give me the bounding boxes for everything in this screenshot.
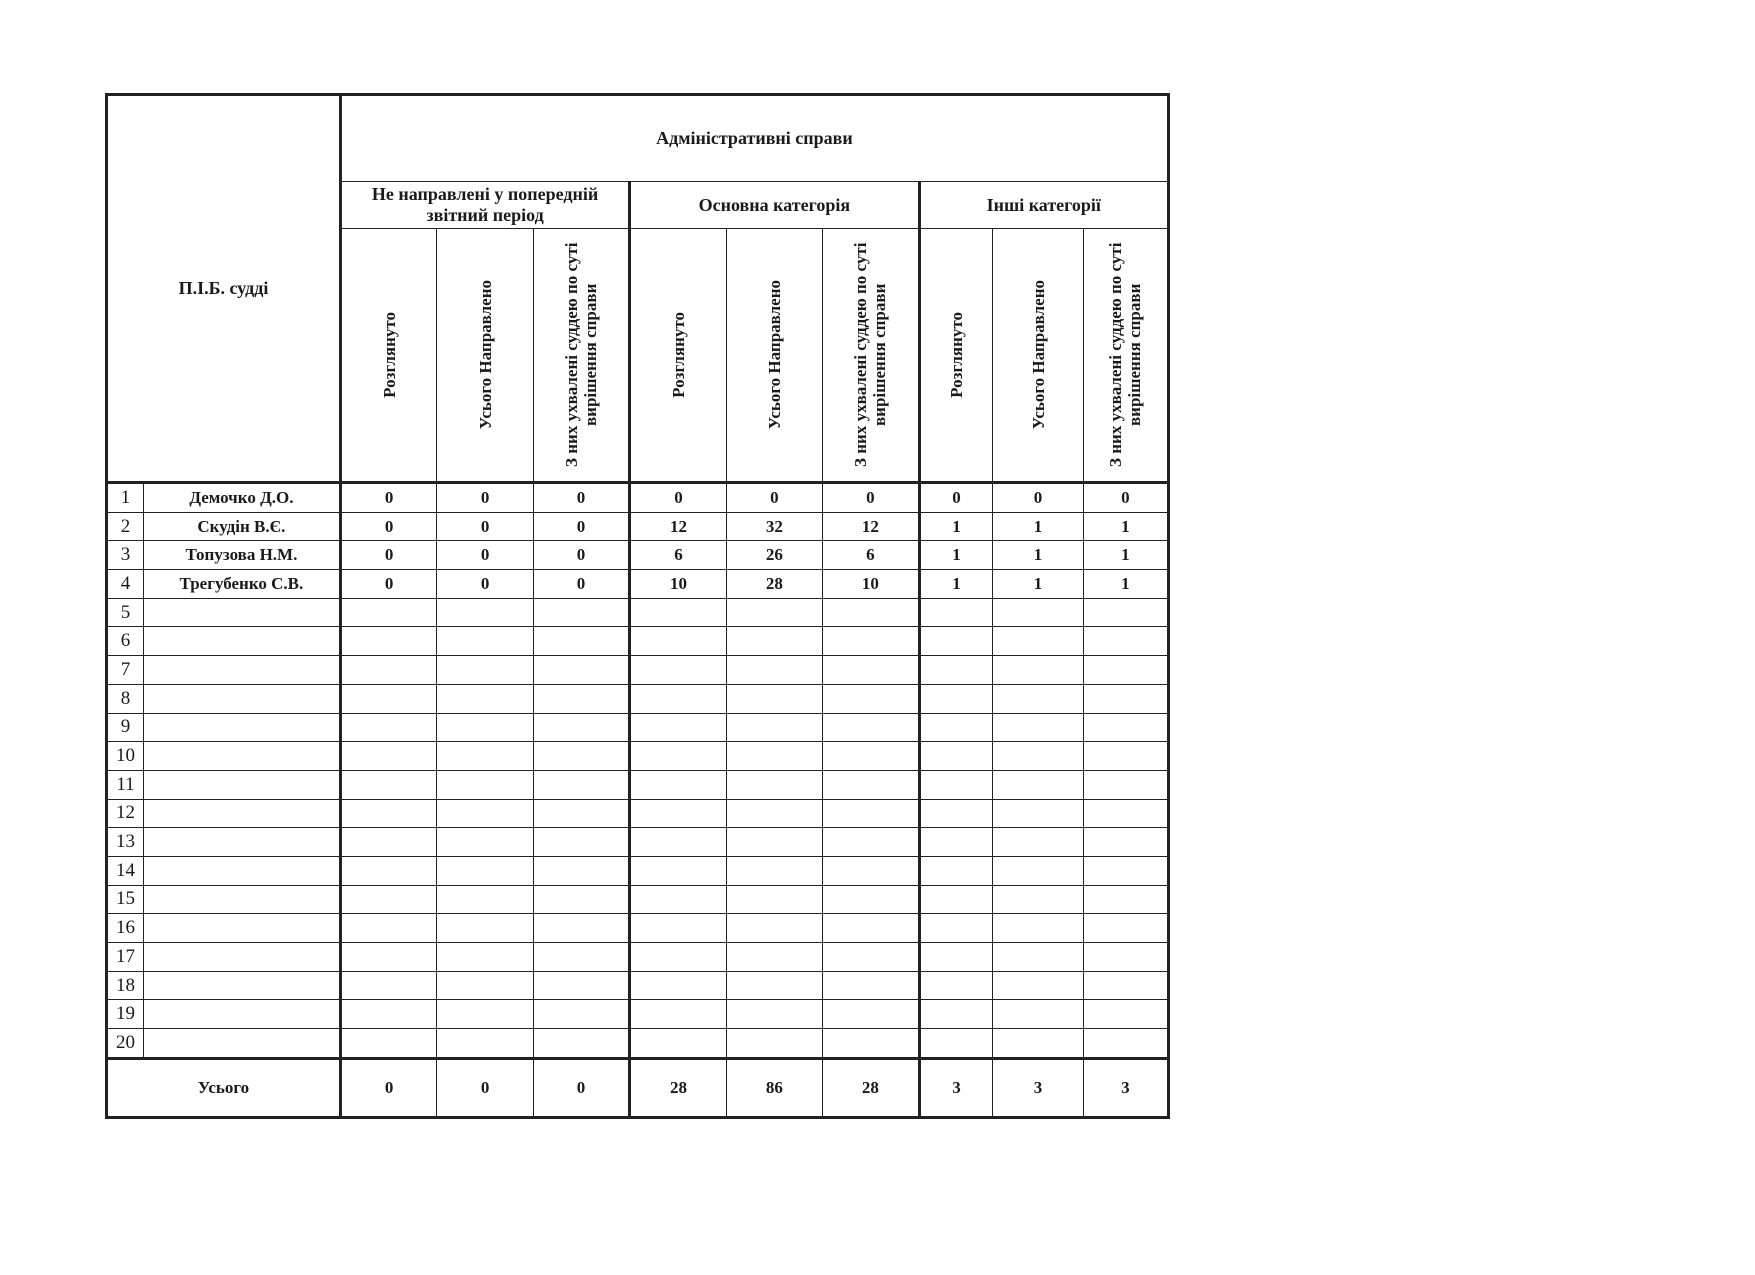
judge-name (143, 713, 340, 742)
value-cell (919, 713, 993, 742)
value-cell (437, 885, 533, 914)
value-cell (533, 1029, 629, 1059)
total-value: 28 (630, 1058, 726, 1117)
value-cell (823, 971, 919, 1000)
value-cell (726, 713, 822, 742)
row-number: 16 (107, 914, 144, 943)
value-cell (1083, 770, 1168, 799)
value-cell (726, 598, 822, 627)
table-row (107, 799, 1169, 828)
row-number: 10 (107, 742, 144, 771)
value-cell (919, 598, 993, 627)
row-number: 13 (107, 828, 144, 857)
table-row (107, 770, 1169, 799)
value-cell (437, 828, 533, 857)
value-cell: 0 (726, 483, 822, 513)
value-cell: 0 (437, 512, 533, 541)
value-cell (993, 684, 1083, 713)
value-cell (919, 770, 993, 799)
value-cell (630, 1029, 726, 1059)
row-number: 4 (107, 570, 144, 599)
value-cell (726, 799, 822, 828)
value-cell (919, 742, 993, 771)
table-row (107, 627, 1169, 656)
value-cell: 0 (437, 483, 533, 513)
value-cell (630, 828, 726, 857)
subcolumn-label: Усього Направлено (764, 280, 784, 430)
value-cell (340, 684, 436, 713)
value-cell (823, 943, 919, 972)
value-cell (340, 1000, 436, 1029)
subcolumn-header (823, 229, 919, 483)
value-cell (630, 856, 726, 885)
total-value: 3 (919, 1058, 993, 1117)
row-number: 9 (107, 713, 144, 742)
subcolumn-label: Розглянуто (379, 312, 399, 398)
value-cell (823, 684, 919, 713)
value-cell (993, 627, 1083, 656)
judge-name (143, 627, 340, 656)
table-row (107, 943, 1169, 972)
subcolumn-header (533, 229, 629, 483)
value-cell (919, 856, 993, 885)
value-cell (437, 1000, 533, 1029)
value-cell (726, 885, 822, 914)
value-cell (726, 1029, 822, 1059)
value-cell (726, 656, 822, 685)
subcolumn-label: З них ухвалені суддею по суті вирішення справи (562, 242, 600, 468)
table-row (107, 512, 1169, 541)
value-cell: 10 (823, 570, 919, 599)
value-cell: 1 (993, 570, 1083, 599)
value-cell (630, 943, 726, 972)
value-cell (533, 770, 629, 799)
value-cell (630, 885, 726, 914)
row-number: 20 (107, 1029, 144, 1059)
judge-name (143, 656, 340, 685)
value-cell (340, 971, 436, 1000)
value-cell (630, 627, 726, 656)
value-cell (533, 1000, 629, 1029)
value-cell (437, 627, 533, 656)
value-cell (726, 943, 822, 972)
value-cell (993, 943, 1083, 972)
value-cell (919, 885, 993, 914)
value-cell: 0 (919, 483, 993, 513)
value-cell: 26 (726, 541, 822, 570)
value-cell (726, 971, 822, 1000)
subcolumn-header (1083, 229, 1168, 483)
value-cell (993, 856, 1083, 885)
subcolumn-header (993, 229, 1083, 483)
judge-name (143, 828, 340, 857)
value-cell (630, 799, 726, 828)
judge-name (143, 971, 340, 1000)
row-number: 12 (107, 799, 144, 828)
value-cell (823, 713, 919, 742)
value-cell (437, 799, 533, 828)
value-cell (1083, 598, 1168, 627)
value-cell (630, 742, 726, 771)
value-cell (823, 799, 919, 828)
table-row (107, 742, 1169, 771)
value-cell (533, 885, 629, 914)
table-row (107, 828, 1169, 857)
row-number: 11 (107, 770, 144, 799)
value-cell (993, 1029, 1083, 1059)
total-value: 28 (823, 1058, 919, 1117)
value-cell (726, 828, 822, 857)
group-header: Не направлені у попередній звітний період (340, 182, 629, 229)
value-cell (533, 713, 629, 742)
value-cell (533, 856, 629, 885)
row-number: 5 (107, 598, 144, 627)
total-label: Усього (107, 1058, 341, 1117)
value-cell: 12 (823, 512, 919, 541)
value-cell (533, 828, 629, 857)
value-cell (726, 1000, 822, 1029)
value-cell (726, 742, 822, 771)
value-cell (919, 627, 993, 656)
value-cell (340, 799, 436, 828)
value-cell (630, 684, 726, 713)
value-cell: 0 (533, 570, 629, 599)
value-cell (533, 627, 629, 656)
value-cell (823, 828, 919, 857)
judge-name (143, 1000, 340, 1029)
value-cell (630, 598, 726, 627)
value-cell (437, 598, 533, 627)
judge-name-header: П.І.Б. судді (107, 95, 341, 483)
value-cell (533, 684, 629, 713)
value-cell (437, 1029, 533, 1059)
value-cell (1083, 885, 1168, 914)
value-cell (726, 627, 822, 656)
value-cell (340, 656, 436, 685)
value-cell (340, 1029, 436, 1059)
row-number: 17 (107, 943, 144, 972)
subcolumn-label: З них ухвалені суддею по суті вирішення справи (1106, 242, 1145, 468)
value-cell: 32 (726, 512, 822, 541)
value-cell (437, 914, 533, 943)
total-value: 0 (533, 1058, 629, 1117)
value-cell: 0 (993, 483, 1083, 513)
judge-name (143, 914, 340, 943)
value-cell: 0 (340, 512, 436, 541)
total-value: 3 (993, 1058, 1083, 1117)
value-cell: 28 (726, 570, 822, 599)
table-row (107, 1029, 1169, 1059)
value-cell (340, 943, 436, 972)
value-cell (1083, 943, 1168, 972)
row-number: 3 (107, 541, 144, 570)
value-cell (630, 713, 726, 742)
judge-name (143, 885, 340, 914)
judge-name (143, 943, 340, 972)
value-cell: 0 (533, 512, 629, 541)
subcolumn-label: З них ухвалені суддею по суті вирішення справи (851, 242, 890, 468)
value-cell (340, 770, 436, 799)
value-cell (1083, 1000, 1168, 1029)
judge-name (143, 799, 340, 828)
value-cell (340, 713, 436, 742)
row-number: 1 (107, 483, 144, 513)
value-cell (726, 856, 822, 885)
value-cell: 1 (919, 512, 993, 541)
value-cell: 0 (533, 483, 629, 513)
value-cell (919, 971, 993, 1000)
value-cell (533, 971, 629, 1000)
value-cell (993, 799, 1083, 828)
total-value: 86 (726, 1058, 822, 1117)
value-cell (823, 627, 919, 656)
value-cell: 0 (437, 570, 533, 599)
value-cell (919, 684, 993, 713)
value-cell (437, 943, 533, 972)
subcolumn-header (437, 229, 533, 483)
value-cell (340, 627, 436, 656)
value-cell: 0 (823, 483, 919, 513)
value-cell (823, 1000, 919, 1029)
judges-cases-table (105, 93, 1170, 1119)
table-row (107, 713, 1169, 742)
value-cell (630, 914, 726, 943)
judge-name: Демочко Д.О. (143, 483, 340, 513)
value-cell (993, 770, 1083, 799)
group-header: Основна категорія (630, 182, 919, 229)
value-cell (1083, 684, 1168, 713)
value-cell (630, 770, 726, 799)
value-cell (340, 856, 436, 885)
value-cell (340, 742, 436, 771)
row-number: 2 (107, 512, 144, 541)
value-cell (340, 598, 436, 627)
table-row (107, 971, 1169, 1000)
value-cell (726, 914, 822, 943)
table-row (107, 483, 1169, 513)
value-cell (1083, 914, 1168, 943)
value-cell (437, 656, 533, 685)
value-cell (1083, 627, 1168, 656)
value-cell (919, 656, 993, 685)
value-cell (919, 1000, 993, 1029)
judge-name (143, 770, 340, 799)
judge-name (143, 598, 340, 627)
judge-name (143, 856, 340, 885)
value-cell: 0 (630, 483, 726, 513)
value-cell (823, 656, 919, 685)
subcolumn-label: Усього Направлено (475, 280, 495, 430)
judge-name: Трегубенко С.В. (143, 570, 340, 599)
judge-name: Топузова Н.М. (143, 541, 340, 570)
subcolumn-label: Усього Направлено (1028, 280, 1048, 430)
value-cell (993, 742, 1083, 771)
value-cell (1083, 1029, 1168, 1059)
value-cell (1083, 713, 1168, 742)
value-cell (533, 598, 629, 627)
value-cell (993, 828, 1083, 857)
value-cell (533, 943, 629, 972)
subcolumn-label: Розглянуто (946, 312, 966, 398)
table-row (107, 598, 1169, 627)
value-cell (340, 914, 436, 943)
value-cell (1083, 971, 1168, 1000)
value-cell (437, 684, 533, 713)
value-cell (630, 1000, 726, 1029)
value-cell (630, 971, 726, 1000)
judge-name: Скудін В.Є. (143, 512, 340, 541)
table-row (107, 885, 1169, 914)
value-cell (437, 713, 533, 742)
value-cell (823, 885, 919, 914)
row-number: 8 (107, 684, 144, 713)
total-row (107, 1058, 1169, 1117)
statistics-sheet (105, 93, 1170, 1119)
judge-name (143, 742, 340, 771)
value-cell (1083, 799, 1168, 828)
value-cell (993, 656, 1083, 685)
value-cell (919, 1029, 993, 1059)
value-cell (993, 885, 1083, 914)
value-cell: 1 (919, 570, 993, 599)
value-cell (726, 684, 822, 713)
value-cell: 0 (1083, 483, 1168, 513)
value-cell (823, 598, 919, 627)
value-cell: 6 (823, 541, 919, 570)
value-cell: 10 (630, 570, 726, 599)
value-cell (919, 943, 993, 972)
subcolumn-header (726, 229, 822, 483)
row-number: 19 (107, 1000, 144, 1029)
value-cell (533, 799, 629, 828)
value-cell (1083, 828, 1168, 857)
table-row (107, 684, 1169, 713)
table-row (107, 656, 1169, 685)
value-cell (1083, 656, 1168, 685)
value-cell: 0 (340, 483, 436, 513)
judge-name (143, 684, 340, 713)
row-number: 15 (107, 885, 144, 914)
value-cell: 1 (993, 541, 1083, 570)
value-cell: 1 (1083, 541, 1168, 570)
value-cell (437, 856, 533, 885)
value-cell (993, 598, 1083, 627)
value-cell (437, 770, 533, 799)
value-cell (726, 770, 822, 799)
group-header: Інші категорії (919, 182, 1168, 229)
value-cell (993, 914, 1083, 943)
subcolumn-label: Розглянуто (668, 312, 688, 398)
value-cell: 1 (1083, 570, 1168, 599)
value-cell (340, 885, 436, 914)
value-cell: 1 (993, 512, 1083, 541)
judge-name (143, 1029, 340, 1059)
value-cell (533, 656, 629, 685)
value-cell (823, 1029, 919, 1059)
value-cell: 1 (919, 541, 993, 570)
value-cell: 1 (1083, 512, 1168, 541)
value-cell (1083, 742, 1168, 771)
table-row (107, 541, 1169, 570)
total-value: 3 (1083, 1058, 1168, 1117)
row-number: 7 (107, 656, 144, 685)
value-cell (437, 742, 533, 771)
value-cell (630, 656, 726, 685)
subcolumn-header (630, 229, 726, 483)
value-cell: 0 (533, 541, 629, 570)
value-cell (919, 828, 993, 857)
total-value: 0 (340, 1058, 436, 1117)
value-cell (533, 742, 629, 771)
table-row (107, 914, 1169, 943)
value-cell (437, 971, 533, 1000)
subcolumn-header (340, 229, 436, 483)
value-cell: 0 (340, 541, 436, 570)
row-number: 6 (107, 627, 144, 656)
subcolumn-header (919, 229, 993, 483)
value-cell (823, 770, 919, 799)
table-row (107, 856, 1169, 885)
table-row (107, 570, 1169, 599)
value-cell (823, 856, 919, 885)
value-cell (340, 828, 436, 857)
value-cell (993, 1000, 1083, 1029)
value-cell (823, 742, 919, 771)
value-cell: 6 (630, 541, 726, 570)
value-cell (533, 914, 629, 943)
value-cell: 12 (630, 512, 726, 541)
value-cell (993, 713, 1083, 742)
row-number: 18 (107, 971, 144, 1000)
value-cell: 0 (437, 541, 533, 570)
total-value: 0 (437, 1058, 533, 1117)
table-row (107, 1000, 1169, 1029)
row-number: 14 (107, 856, 144, 885)
value-cell (919, 914, 993, 943)
main-header: Адміністративні справи (340, 95, 1168, 182)
value-cell (919, 799, 993, 828)
value-cell (1083, 856, 1168, 885)
value-cell: 0 (340, 570, 436, 599)
value-cell (993, 971, 1083, 1000)
value-cell (823, 914, 919, 943)
